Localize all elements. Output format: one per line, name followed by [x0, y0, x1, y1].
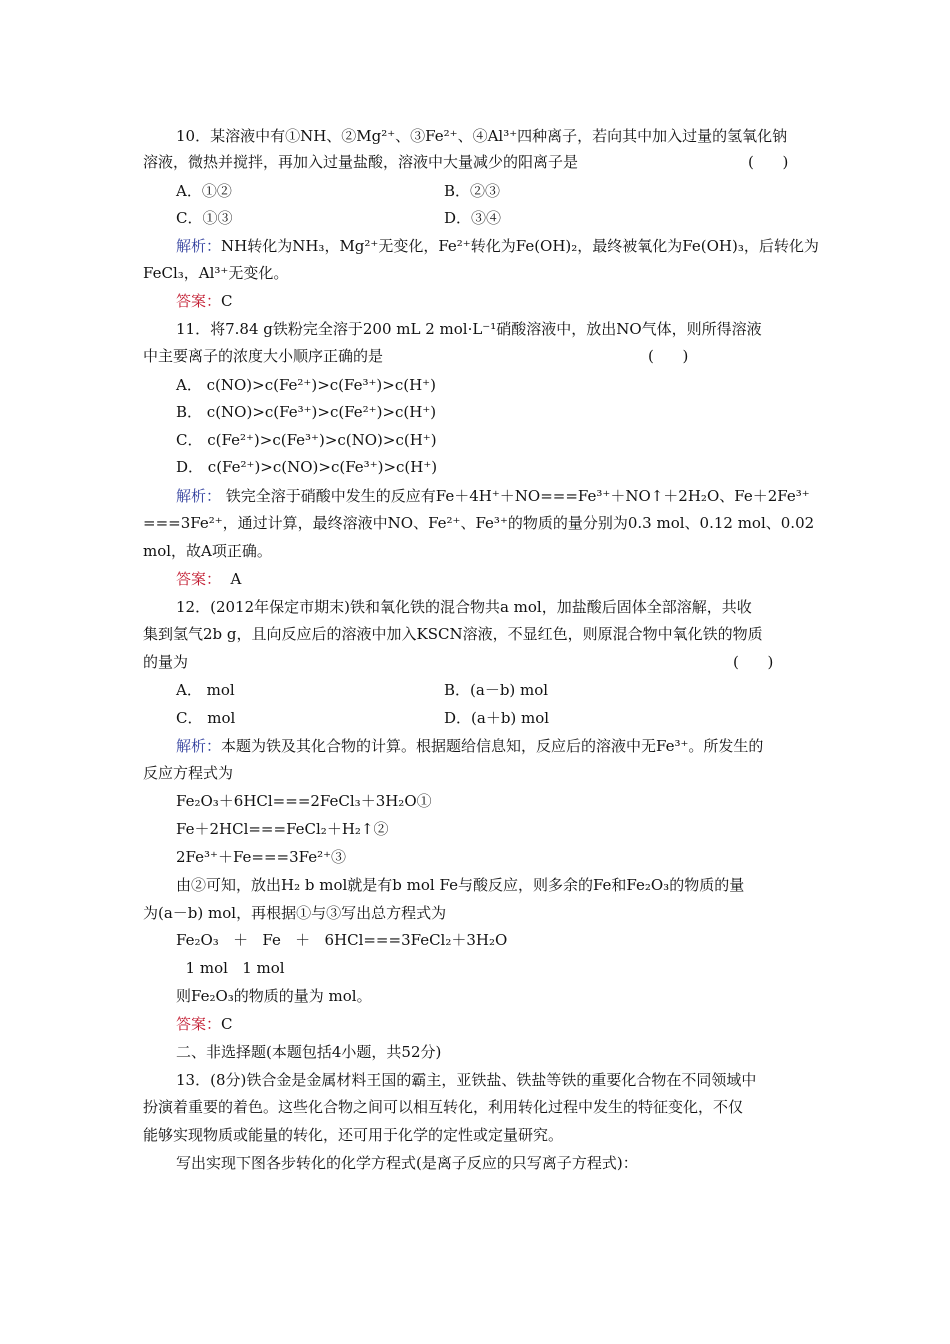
q10-line2: 溶液，微热并搅拌，再加入过量盐酸，溶液中大量减少的阳离子是: [143, 153, 579, 171]
q10-analysis-line1: [176, 236, 819, 256]
q10-answer: C: [221, 292, 233, 310]
q12-analysis-line2: 反应方程式为: [143, 764, 234, 782]
q12-line1: 12．(2012年保定市期末)铁和氧化铁的混合物共a mol，加盐酸后固体全部溶解，共收: [176, 598, 752, 616]
q11-option-c: C． c(Fe²⁺)>c(Fe³⁺)>c(NO)>c(H⁺): [176, 431, 437, 449]
q12-answer: C: [221, 1015, 233, 1033]
q10-option-b: B．②③: [444, 182, 501, 200]
q10-line1: 10．某溶液中有①NH、②Mg²⁺、③Fe²⁺、④Al³⁺四种离子，若向其中加入过量的氢氧化钠: [176, 127, 788, 145]
q10-answer-line: [176, 291, 233, 311]
q11-option-a: A． c(NO)>c(Fe²⁺)>c(Fe³⁺)>c(H⁺): [176, 376, 436, 394]
q10-answer-label: 答案：: [176, 292, 222, 310]
q13-line1: 13．(8分)铁合金是金属材料王国的霸主，亚铁盐、铁盐等铁的重要化合物在不同领域中: [176, 1071, 757, 1089]
q11-answer-paren: ( ): [648, 347, 689, 365]
section2-title: 二、非选择题(本题包括4小题，共52分): [176, 1043, 442, 1061]
q11-analysis-text1: 铁完全溶于硝酸中发生的反应有Fe＋4H⁺＋NO===Fe³⁺＋NO↑＋2H₂O、Fe＋2Fe³⁺: [221, 487, 810, 505]
q11-answer: A: [221, 570, 242, 588]
q10-option-d: D．③④: [444, 209, 502, 227]
q10-option-a: A．①②: [176, 182, 232, 200]
q12-equation-5: 1 mol 1 mol: [176, 959, 285, 977]
q12-answer-label: 答案：: [176, 1015, 222, 1033]
q13-line3: 能够实现物质或能量的转化，还可用于化学的定性或定量研究。: [143, 1126, 564, 1144]
q10-analysis-line2: FeCl₃，Al³⁺无变化。: [143, 264, 289, 282]
q12-line2: 集到氢气2b g，且向反应后的溶液中加入KSCN溶液，不显红色，则原混合物中氧化铁的物质: [143, 625, 763, 643]
q13-line2: 扮演着重要的着色。这些化合物之间可以相互转化，利用转化过程中发生的特征变化，不仅: [143, 1098, 744, 1116]
q10-answer-paren: ( ): [748, 153, 789, 171]
q12-analysis-label: 解析：: [176, 737, 222, 755]
q12-option-c: C． mol: [176, 709, 236, 727]
q10-analysis-text1: NH转化为NH₃，Mg²⁺无变化，Fe²⁺转化为Fe(OH)₂，最终被氧化为Fe(OH)₃，后转化为: [221, 237, 819, 255]
q12-line3: 的量为: [143, 653, 189, 671]
q12-text-1: 由②可知，放出H₂ b mol就是有b mol Fe与酸反应，则多余的Fe和Fe₂O₃的物质的量: [176, 876, 745, 894]
q12-answer-line: [176, 1014, 233, 1034]
q12-equation-4: Fe₂O₃ ＋ Fe ＋ 6HCl===3FeCl₂＋3H₂O: [176, 931, 508, 949]
q11-analysis-line1: [176, 486, 810, 506]
q12-text-2: 为(a－b) mol，再根据①与③写出总方程式为: [143, 904, 447, 922]
q12-equation-1: Fe₂O₃＋6HCl===2FeCl₃＋3H₂O①: [176, 792, 432, 810]
q11-analysis-line3: mol，故A项正确。: [143, 542, 272, 560]
q11-analysis-line2: ===3Fe²⁺，通过计算，最终溶液中NO、Fe²⁺、Fe³⁺的物质的量分别为0.3 mol、0.12 mol、0.02: [143, 514, 815, 532]
q12-equation-2: Fe＋2HCl===FeCl₂＋H₂↑②: [176, 820, 389, 838]
q12-option-d: D．(a＋b) mol: [444, 709, 550, 727]
q11-option-b: B． c(NO)>c(Fe³⁺)>c(Fe²⁺)>c(H⁺): [176, 403, 437, 421]
q13-line4: 写出实现下图各步转化的化学方程式(是离子反应的只写离子方程式)：: [176, 1154, 638, 1172]
q11-line2: 中主要离子的浓度大小顺序正确的是: [143, 347, 384, 365]
q11-analysis-label: 解析：: [176, 487, 222, 505]
q11-option-d: D． c(Fe²⁺)>c(NO)>c(Fe³⁺)>c(H⁺): [176, 458, 438, 476]
q12-analysis-text1: 本题为铁及其化合物的计算。根据题给信息知，反应后的溶液中无Fe³⁺。所发生的: [221, 737, 764, 755]
q12-option-b: B．(a－b) mol: [444, 681, 549, 699]
q10-option-c: C．①③: [176, 209, 233, 227]
q11-answer-line: [176, 569, 241, 589]
q11-answer-label: 答案：: [176, 570, 222, 588]
q10-analysis-label: 解析：: [176, 237, 222, 255]
q11-line1: 11．将7.84 g铁粉完全溶于200 mL 2 mol·L⁻¹硝酸溶液中，放出NO气体，则所得溶液: [176, 320, 762, 338]
q12-answer-paren: ( ): [733, 653, 774, 671]
q12-text-3: 则Fe₂O₃的物质的量为 mol。: [176, 987, 372, 1005]
q12-equation-3: 2Fe³⁺＋Fe===3Fe²⁺③: [176, 848, 347, 866]
q12-option-a: A． mol: [176, 681, 235, 699]
q12-analysis-line1: [176, 736, 763, 756]
